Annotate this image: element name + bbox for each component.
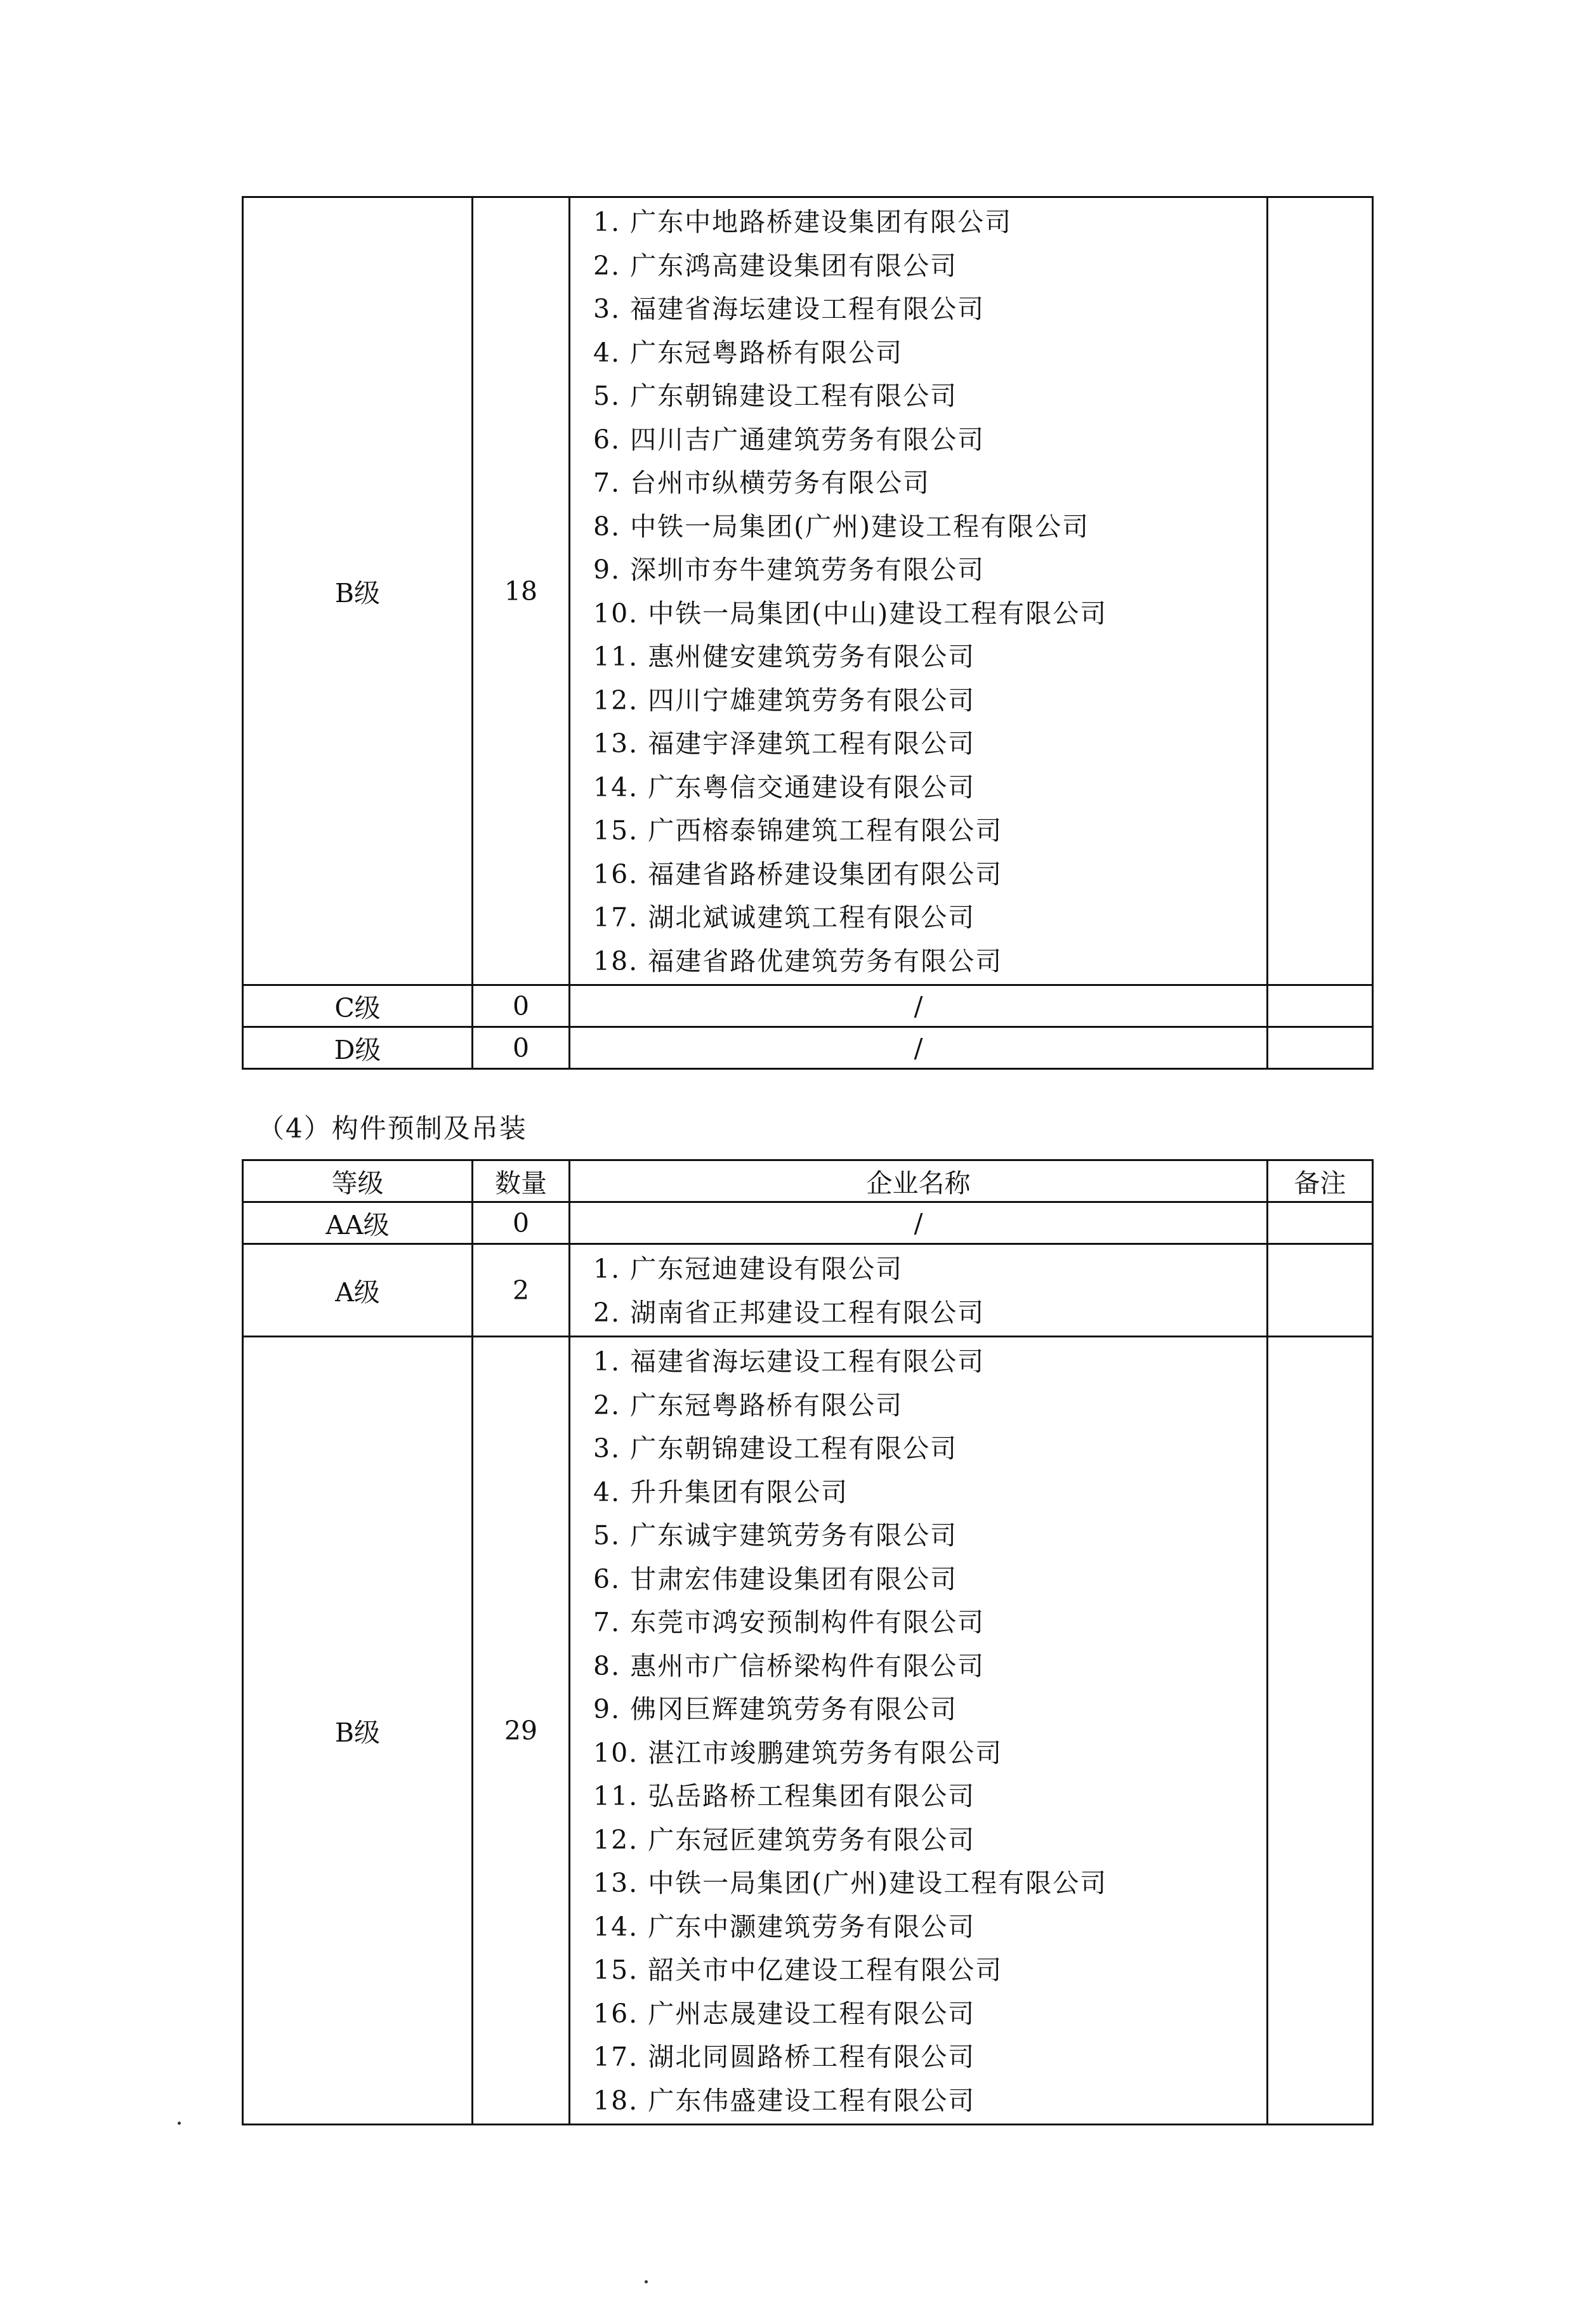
table-row (243, 1244, 1373, 1337)
list-item: 15. 韶关市中亿建设工程有限公司 (593, 1955, 1003, 1985)
list-item: 3. 广东朝锦建设工程有限公司 (593, 1433, 958, 1464)
table-row (243, 197, 1373, 985)
list-item: 9. 深圳市夯牛建筑劳务有限公司 (593, 555, 985, 585)
list-item: 11. 弘岳路桥工程集团有限公司 (593, 1781, 976, 1811)
list-item: 1. 福建省海坛建设工程有限公司 (593, 1346, 985, 1377)
header-level: 等级 (243, 1160, 473, 1202)
list-item: 12. 广东冠匠建筑劳务有限公司 (593, 1824, 976, 1855)
list-item: 12. 四川宁雄建筑劳务有限公司 (593, 685, 976, 716)
list-item: 8. 惠州市广信桥梁构件有限公司 (593, 1650, 985, 1681)
note-cell (1268, 1337, 1373, 2125)
company-count-cell: 0 (473, 1202, 570, 1244)
list-item: 17. 湖北同圆路桥工程有限公司 (593, 2042, 976, 2072)
header-note: 备注 (1268, 1160, 1373, 1202)
company-list-cell: / (570, 1202, 1268, 1244)
table-header-row (243, 1160, 1373, 1202)
note-cell (1268, 1244, 1373, 1337)
grade-table-prefab (242, 1159, 1374, 2125)
list-item: 13. 中铁一局集团(广州)建设工程有限公司 (593, 1868, 1108, 1898)
list-item: 2. 广东冠粤路桥有限公司 (593, 1389, 903, 1421)
grade-level-cell: B级 (243, 1337, 473, 2125)
note-cell (1268, 1027, 1373, 1069)
company-list-cell (570, 1244, 1268, 1337)
company-list-cell (570, 197, 1268, 985)
note-cell (1268, 1202, 1373, 1244)
list-item: 9. 佛冈巨辉建筑劳务有限公司 (593, 1694, 958, 1724)
list-item: 6. 四川吉广通建筑劳务有限公司 (593, 424, 985, 455)
list-item: 4. 升升集团有限公司 (593, 1476, 849, 1507)
note-cell (1268, 197, 1373, 985)
table-row (243, 985, 1373, 1027)
grade-level-cell: C级 (243, 985, 473, 1027)
header-count: 数量 (473, 1160, 570, 1202)
header-company-name: 企业名称 (570, 1160, 1268, 1202)
grade-level-cell: AA级 (243, 1202, 473, 1244)
list-item: 10. 中铁一局集团(中山)建设工程有限公司 (593, 598, 1108, 629)
list-item: 7. 东莞市鸿安预制构件有限公司 (593, 1607, 985, 1638)
list-item: 2. 湖南省正邦建设工程有限公司 (593, 1297, 985, 1328)
company-count-cell: 0 (473, 1027, 570, 1069)
company-count-cell: 2 (473, 1244, 570, 1337)
list-item: 8. 中铁一局集团(广州)建设工程有限公司 (593, 511, 1090, 542)
grade-level-cell: B级 (243, 197, 473, 985)
company-count-cell: 29 (473, 1337, 570, 2125)
section-caption: （4）构件预制及吊装 (258, 1113, 527, 1144)
company-count-cell: 18 (473, 197, 570, 985)
list-item: 16. 福建省路桥建设集团有限公司 (593, 858, 1003, 890)
company-list-cell: / (570, 1027, 1268, 1069)
list-item: 1. 广东冠迪建设有限公司 (593, 1254, 903, 1284)
list-item: 3. 福建省海坛建设工程有限公司 (593, 294, 985, 324)
company-count-cell: 0 (473, 985, 570, 1027)
list-item: 10. 湛江市竣鹏建筑劳务有限公司 (593, 1737, 1003, 1768)
list-item: 18. 广东伟盛建设工程有限公司 (593, 2085, 976, 2116)
table-row (243, 1202, 1373, 1244)
list-item: 2. 广东鸿高建设集团有限公司 (593, 250, 958, 281)
table-row (243, 1027, 1373, 1069)
list-item: 18. 福建省路优建筑劳务有限公司 (593, 945, 1003, 976)
list-item: 4. 广东冠粤路桥有限公司 (593, 337, 903, 368)
list-item: 13. 福建宇泽建筑工程有限公司 (593, 728, 976, 759)
list-item: 17. 湖北斌诚建筑工程有限公司 (593, 902, 976, 933)
company-list-cell: / (570, 985, 1268, 1027)
list-item: 11. 惠州健安建筑劳务有限公司 (593, 641, 976, 672)
list-item: 7. 台州市纵横劳务有限公司 (593, 468, 931, 498)
scan-speck (645, 2280, 648, 2283)
list-item: 14. 广东粤信交通建设有限公司 (593, 771, 976, 803)
scan-speck (178, 2122, 181, 2125)
grade-level-cell: D级 (243, 1027, 473, 1069)
list-item: 5. 广东诚宇建筑劳务有限公司 (593, 1520, 958, 1551)
list-item: 16. 广州志晟建设工程有限公司 (593, 1998, 976, 2029)
list-item: 6. 甘肃宏伟建设集团有限公司 (593, 1563, 958, 1594)
grade-table-continued (242, 196, 1374, 1070)
table-row (243, 1337, 1373, 2125)
list-item: 5. 广东朝锦建设工程有限公司 (593, 381, 958, 411)
list-item: 1. 广东中地路桥建设集团有限公司 (593, 207, 1013, 237)
note-cell (1268, 985, 1373, 1027)
grade-level-cell: A级 (243, 1244, 473, 1337)
list-item: 14. 广东中灏建筑劳务有限公司 (593, 1911, 976, 1942)
list-item: 15. 广西榕泰锦建筑工程有限公司 (593, 815, 1003, 846)
company-list-cell (570, 1337, 1268, 2125)
